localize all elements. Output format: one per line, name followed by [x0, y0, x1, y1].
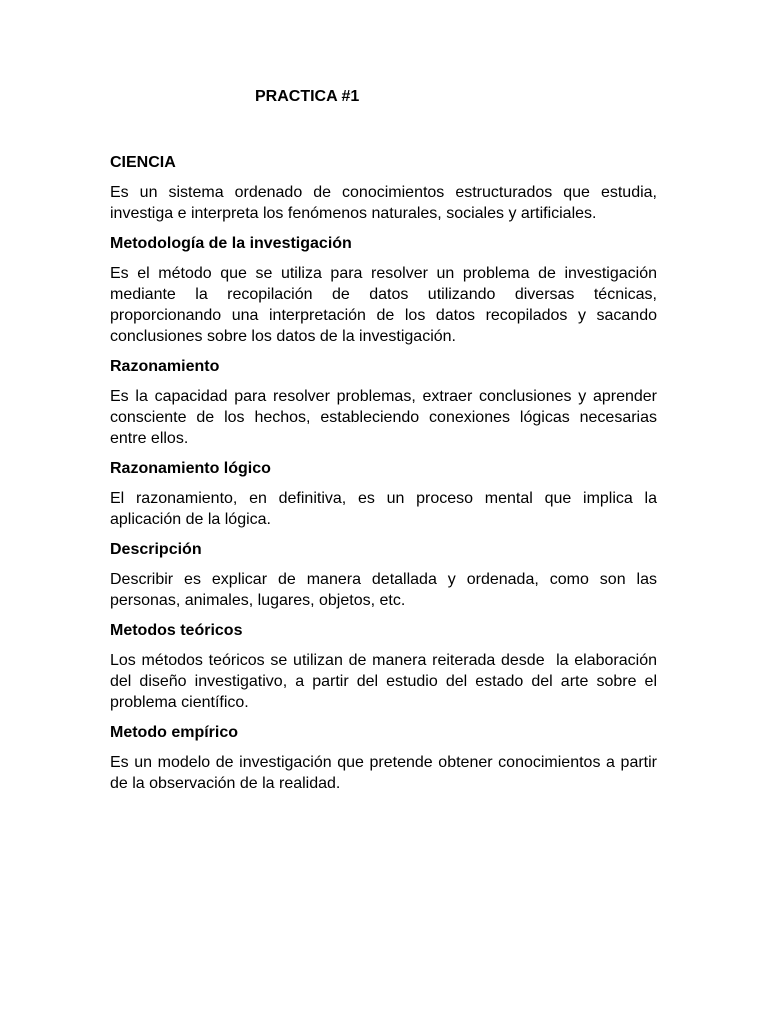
section-body: Es un sistema ordenado de conocimientos estructurados que estudia, investiga e interpreta los fenómenos naturales, sociales y artificiales.: [110, 184, 662, 222]
section-heading: Descripción: [110, 541, 202, 558]
section-heading: Metodos teóricos: [110, 622, 243, 639]
section-body: Los métodos teóricos se utilizan de manera reiterada desde la elaboración del diseño investigativo, a partir del estudio del estado del arte sobre el problema científico.: [110, 652, 662, 711]
section-body: Es la capacidad para resolver problemas, extraer conclusiones y aprender consciente de los hechos, estableciendo conexiones lógicas necesarias entre ellos.: [110, 388, 666, 447]
section-metodo-empirico: [110, 722, 662, 794]
section-body: Es un modelo de investigación que pretende obtener conocimientos a partir de la observación de la realidad.: [110, 754, 662, 792]
section-metodologia: [110, 233, 662, 347]
section-heading: CIENCIA: [110, 154, 176, 171]
section-body: Es el método que se utiliza para resolver un problema de investigación mediante la recopilación de datos utilizando diversas técnicas, proporcionando una interpretación de los datos recopilados y sacando conclusiones sobre los datos de la investigación.: [110, 265, 662, 345]
section-razonamiento-logico: [110, 458, 662, 530]
section-heading: Metodo empírico: [110, 724, 239, 741]
section-heading: Metodología de la investigación: [110, 235, 352, 252]
section-heading: Razonamiento lógico: [110, 460, 271, 477]
section-body: El razonamiento, en definitiva, es un proceso mental que implica la aplicación de la lógica.: [110, 490, 662, 528]
section-razonamiento: [110, 356, 666, 449]
section-ciencia: [110, 152, 662, 224]
section-metodos-teoricos: [110, 620, 662, 713]
document-title: PRACTICA #1: [255, 88, 360, 105]
section-descripcion: [110, 539, 662, 611]
section-body: Describir es explicar de manera detallada y ordenada, como son las personas, animales, lugares, objetos, etc.: [110, 571, 662, 609]
document-page: [110, 86, 666, 803]
section-heading: Razonamiento: [110, 358, 220, 375]
